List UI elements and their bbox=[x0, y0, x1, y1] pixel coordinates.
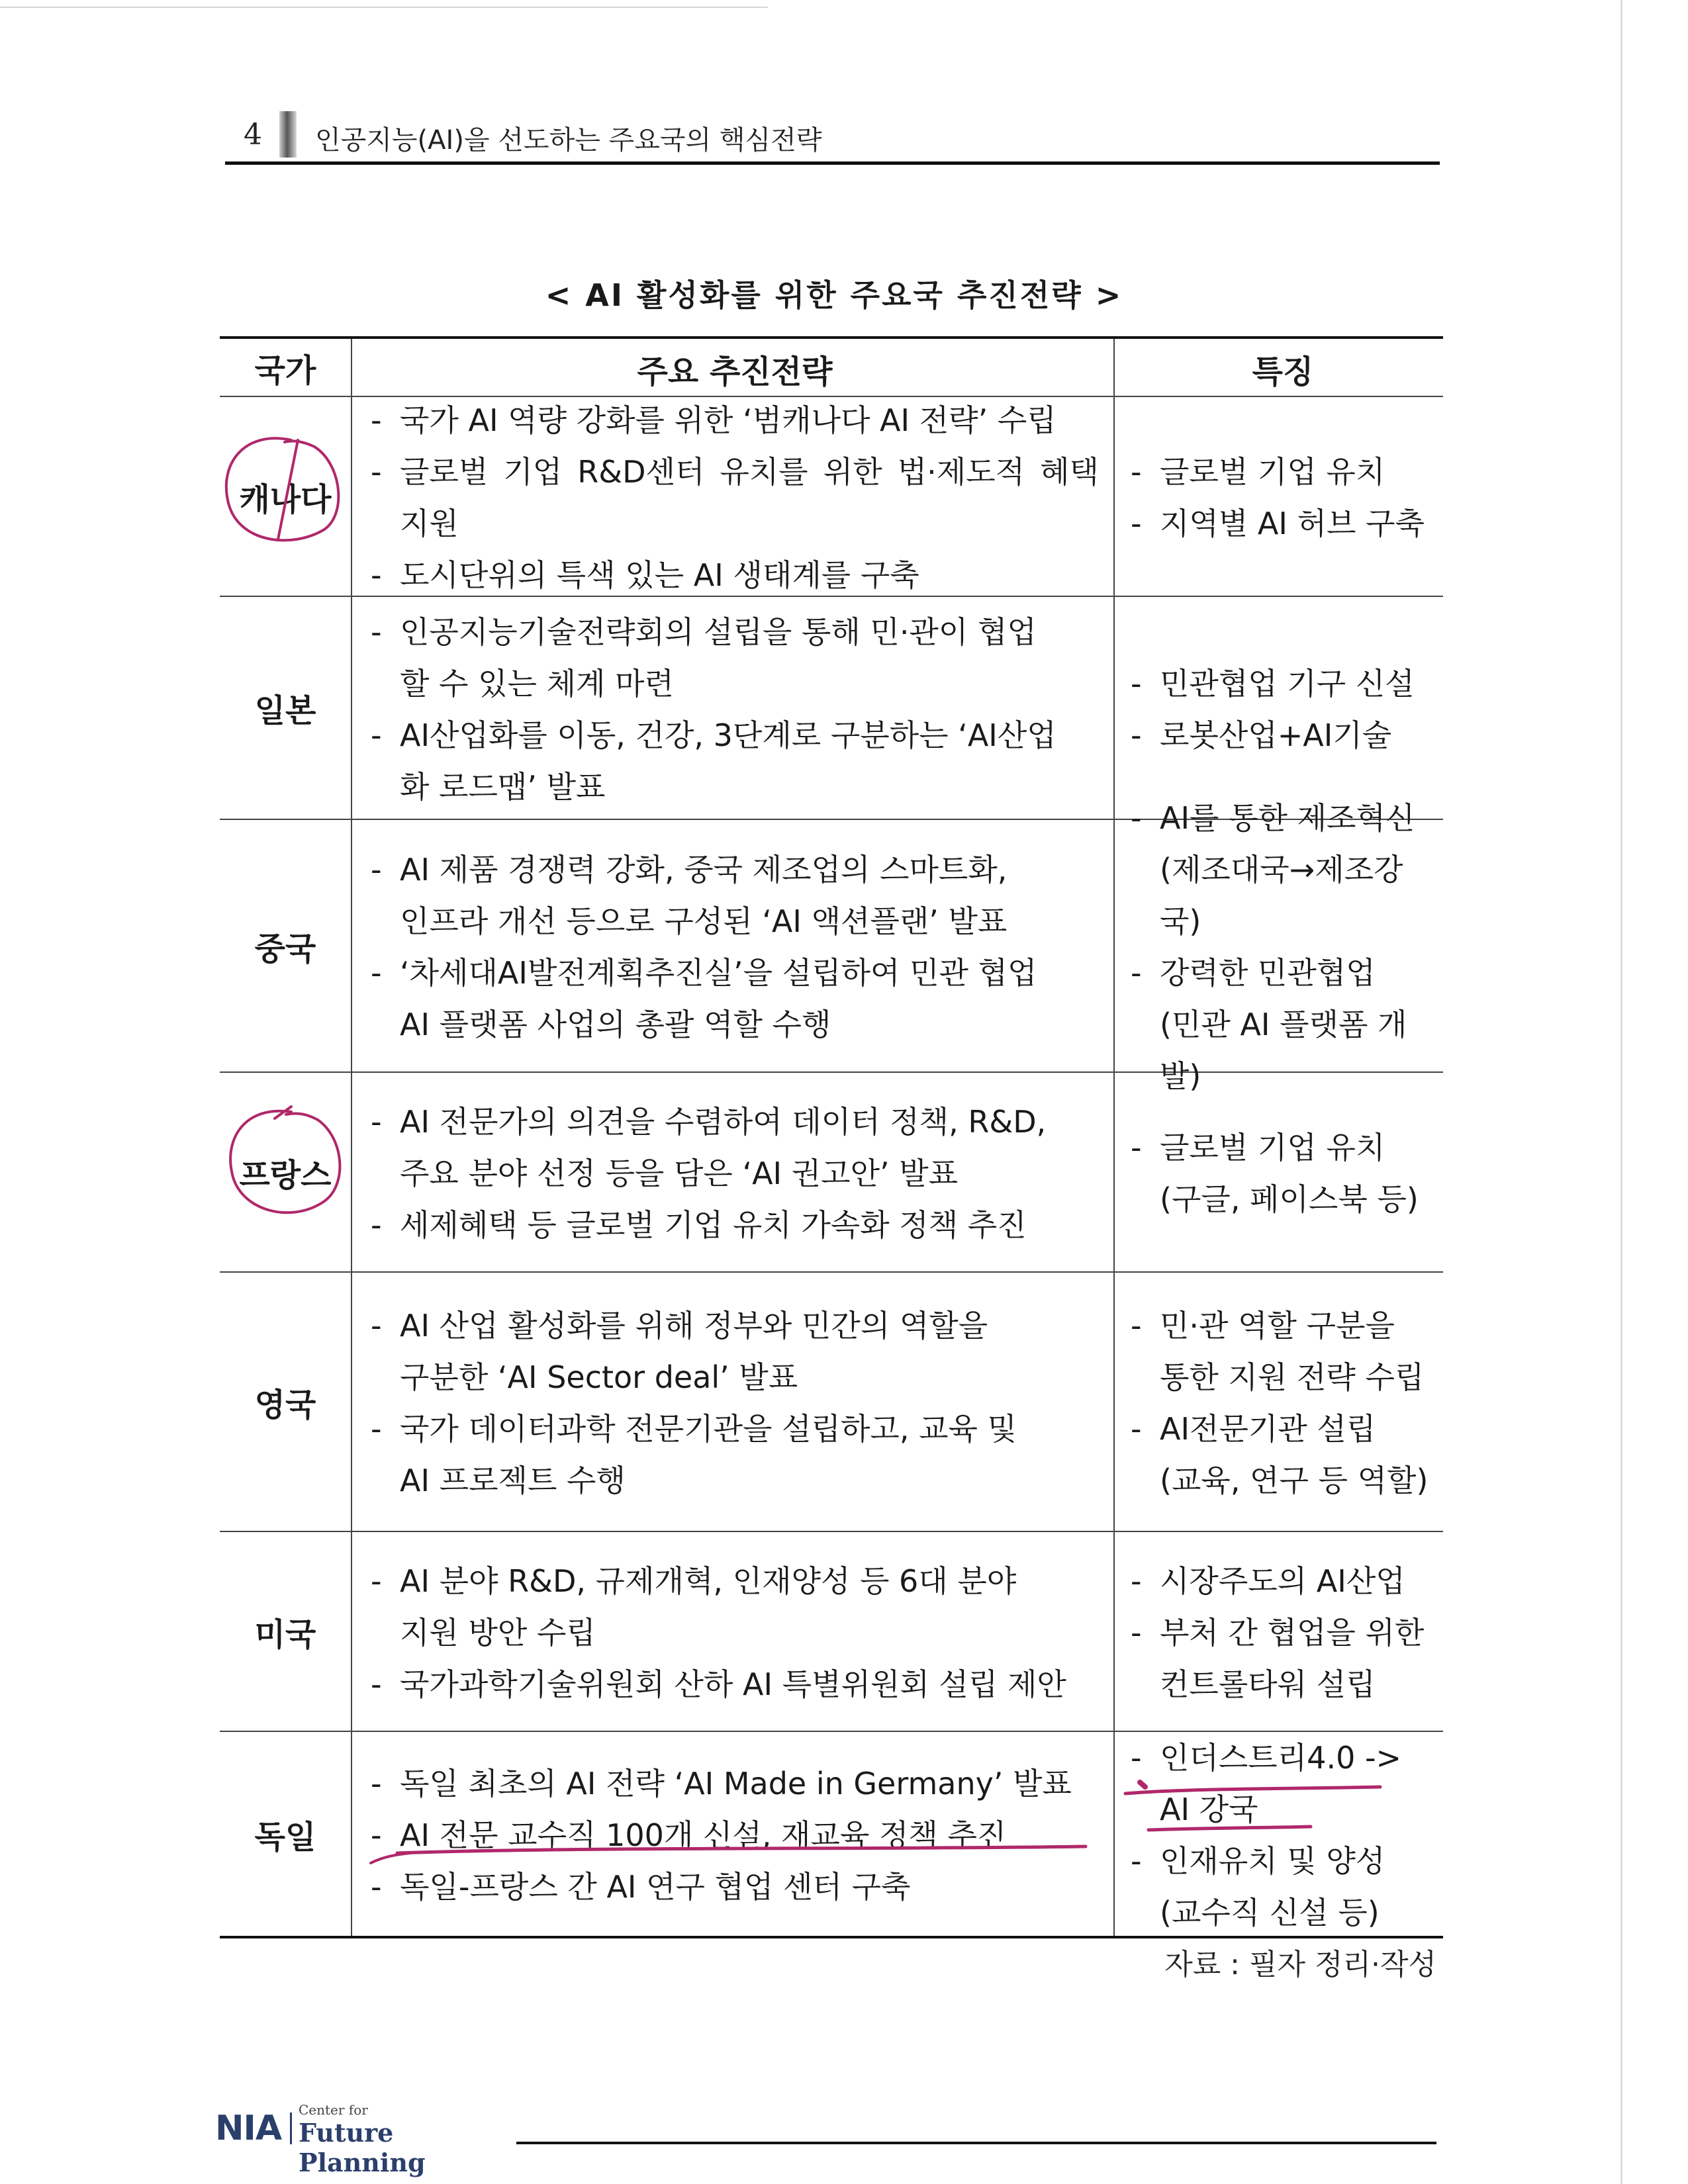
strategy-cell bbox=[352, 1732, 1115, 1936]
strategy-item bbox=[371, 709, 1099, 761]
strategy-item bbox=[371, 947, 1099, 999]
country-cell: 영국 bbox=[220, 1273, 352, 1531]
feature-line-cont: (교육, 연구 등 역할) bbox=[1160, 1463, 1429, 1498]
feature-item bbox=[1131, 1555, 1435, 1607]
strategy-cell bbox=[352, 1273, 1115, 1531]
bullet-dash: - bbox=[371, 1869, 382, 1905]
bullet-dash: - bbox=[1131, 1740, 1142, 1776]
strategy-line-cont: 인프라 개선 등으로 구성된 ‘AI 액션플랜’ 발표 bbox=[400, 903, 1008, 939]
feature-line: AI를 통한 제조혁신 bbox=[1160, 800, 1415, 836]
feature-line: 글로벌 기업 유치 bbox=[1160, 1130, 1385, 1165]
feature-line: 부처 간 협업을 위한 bbox=[1160, 1615, 1425, 1651]
bullet-dash: - bbox=[1131, 1843, 1142, 1879]
country-cell: 캐나다 bbox=[220, 397, 352, 596]
logo-divider bbox=[290, 2113, 292, 2144]
strategy-item bbox=[371, 1403, 1099, 1455]
feature-item bbox=[1131, 658, 1435, 709]
table-row bbox=[220, 1532, 1443, 1732]
logo-subtitle-big: Future Planning bbox=[299, 2118, 426, 2177]
feature-line-cont: 통한 지원 전략 수립 bbox=[1160, 1359, 1425, 1395]
table-row bbox=[220, 800, 1443, 1094]
feature-line-cont: (구글, 페이스북 등) bbox=[1160, 1181, 1419, 1217]
bullet-dash: - bbox=[371, 1104, 382, 1140]
feature-line: 민관협업 기구 신설 bbox=[1160, 665, 1415, 702]
strategy-item bbox=[371, 1096, 1099, 1148]
bullet-dash: - bbox=[371, 1207, 382, 1243]
country-cell: 미국 bbox=[220, 1532, 352, 1731]
strategy-cell bbox=[352, 597, 1115, 819]
strategy-item bbox=[371, 1659, 1099, 1710]
bullet-dash: - bbox=[1131, 1615, 1142, 1651]
bullet-dash: - bbox=[1131, 1308, 1142, 1343]
feature-line-cont: AI 강국 bbox=[1160, 1792, 1258, 1827]
bullet-dash: - bbox=[371, 1308, 382, 1343]
feature-item bbox=[1131, 1122, 1435, 1173]
feature-line: 인더스트리4.0 -> bbox=[1160, 1740, 1402, 1776]
bullet-dash: - bbox=[371, 454, 382, 490]
feature-line: 민·관 역할 구분을 bbox=[1160, 1308, 1395, 1343]
feature-line-cont: (민관 AI 플랫폼 개발) bbox=[1160, 1007, 1407, 1094]
bullet-dash: - bbox=[371, 717, 382, 753]
strategy-item bbox=[371, 1809, 1099, 1861]
feature-item bbox=[1131, 446, 1435, 498]
feature-cell bbox=[1115, 1273, 1443, 1531]
strategy-item bbox=[371, 1758, 1099, 1809]
feature-item bbox=[1131, 1835, 1435, 1887]
scan-edge-right bbox=[1620, 0, 1622, 2184]
feature-line-cont: 컨트롤타워 설립 bbox=[1160, 1666, 1376, 1702]
table-row bbox=[220, 1073, 1443, 1273]
bullet-dash: - bbox=[1131, 1130, 1142, 1165]
strategy-line: ‘차세대AI발전계획추진실’을 설립하여 민관 협업 bbox=[400, 955, 1037, 991]
feature-item bbox=[1131, 947, 1435, 999]
table-row bbox=[220, 397, 1443, 597]
strategy-line: 독일-프랑스 간 AI 연구 협업 센터 구축 bbox=[400, 1869, 911, 1905]
table-caption: < AI 활성화를 위한 주요국 추진전략 > bbox=[545, 277, 1123, 313]
strategy-line: AI 전문 교수직 100개 신설, 재교육 정책 추진 bbox=[400, 1817, 1007, 1853]
header-strategy: 주요 추진전략 bbox=[352, 339, 1115, 396]
header-feature: 특징 bbox=[1252, 353, 1314, 390]
country-cell: 일본 bbox=[220, 597, 352, 819]
footer-rule bbox=[516, 2142, 1436, 2144]
country-cell: 독일 bbox=[220, 1732, 352, 1936]
feature-item bbox=[1131, 1607, 1435, 1659]
nia-logo-text: NIA bbox=[215, 2109, 282, 2148]
feature-line: 시장주도의 AI산업 bbox=[1160, 1563, 1405, 1599]
page-number: 4 bbox=[244, 118, 262, 152]
bullet-dash: - bbox=[1131, 665, 1142, 702]
source-note: 자료 : 필자 정리·작성 bbox=[1164, 1948, 1436, 1981]
strategy-line: 도시단위의 특색 있는 AI 생태계를 구축 bbox=[400, 557, 919, 593]
bullet-dash: - bbox=[371, 1563, 382, 1599]
bullet-dash: - bbox=[1131, 1411, 1142, 1447]
feature-cell bbox=[1115, 1073, 1443, 1271]
strategy-line-cont: AI 플랫폼 사업의 총괄 역할 수행 bbox=[400, 1007, 831, 1042]
bullet-dash: - bbox=[371, 1666, 382, 1702]
feature-line-cont: (제조대국→제조강국) bbox=[1160, 852, 1403, 939]
strategy-cell bbox=[352, 1532, 1115, 1731]
feature-cell bbox=[1115, 597, 1443, 819]
feature-item bbox=[1131, 1300, 1435, 1351]
strategy-item bbox=[371, 394, 1099, 446]
bullet-dash: - bbox=[1131, 1563, 1142, 1599]
strategy-line: AI 제품 경쟁력 강화, 중국 제조업의 스마트화, bbox=[400, 852, 1008, 887]
strategy-item bbox=[371, 1555, 1099, 1607]
table-row bbox=[220, 1732, 1443, 1936]
feature-cell bbox=[1115, 800, 1443, 1094]
header-marker bbox=[279, 111, 297, 158]
feature-line: AI전문기관 설립 bbox=[1160, 1411, 1376, 1447]
bullet-dash: - bbox=[1131, 800, 1142, 836]
footer-logo bbox=[215, 2098, 520, 2177]
strategy-cell bbox=[352, 397, 1115, 596]
header-country: 국가 bbox=[220, 339, 352, 396]
bullet-dash: - bbox=[1131, 955, 1142, 991]
strategy-item bbox=[371, 549, 1099, 601]
scan-edge-top bbox=[0, 7, 768, 8]
bullet-dash: - bbox=[1131, 454, 1142, 490]
bullet-dash: - bbox=[371, 557, 382, 593]
feature-item bbox=[1131, 1732, 1435, 1784]
strategy-cell bbox=[352, 1073, 1115, 1271]
strategy-line-cont: 주요 분야 선정 등을 담은 ‘AI 권고안’ 발표 bbox=[400, 1156, 959, 1191]
strategy-table bbox=[220, 336, 1443, 1938]
bullet-dash: - bbox=[371, 1817, 382, 1853]
strategy-item bbox=[371, 1199, 1099, 1251]
strategy-item bbox=[371, 446, 1099, 549]
strategy-line: AI산업화를 이동, 건강, 3단계로 구분하는 ‘AI산업 bbox=[400, 717, 1056, 753]
feature-line-cont: (교수직 신설 등) bbox=[1160, 1895, 1380, 1931]
feature-line: 로봇산업+AI기술 bbox=[1160, 717, 1392, 753]
strategy-line: 국가 AI 역량 강화를 위한 ‘범캐나다 AI 전략’ 수립 bbox=[400, 402, 1056, 438]
running-header bbox=[225, 111, 1440, 167]
bullet-dash: - bbox=[371, 614, 382, 650]
feature-line: 지역별 AI 허브 구축 bbox=[1160, 506, 1425, 541]
strategy-line: AI 산업 활성화를 위해 정부와 민간의 역할을 bbox=[400, 1308, 988, 1343]
strategy-item bbox=[371, 1300, 1099, 1351]
strategy-line-cont: 화 로드맵’ 발표 bbox=[400, 768, 606, 805]
strategy-line-cont: 구분한 ‘AI Sector deal’ 발표 bbox=[400, 1359, 798, 1395]
feature-cell bbox=[1115, 397, 1443, 596]
feature-line: 강력한 민관협업 bbox=[1160, 955, 1376, 991]
header-rule bbox=[225, 161, 1440, 165]
feature-item bbox=[1131, 709, 1435, 761]
strategy-line: 글로벌 기업 R&D센터 유치를 위한 법·제도적 혜택 지원 bbox=[400, 454, 1099, 541]
running-title: 인공지능(AI)을 선도하는 주요국의 핵심전략 bbox=[315, 125, 822, 156]
table-row bbox=[220, 1273, 1443, 1532]
strategy-line: 독일 최초의 AI 전략 ‘AI Made in Germany’ 발표 bbox=[400, 1766, 1072, 1801]
bullet-dash: - bbox=[1131, 717, 1142, 753]
feature-item bbox=[1131, 1403, 1435, 1455]
country-cell: 중국 bbox=[220, 820, 352, 1071]
strategy-line-cont: AI 프로젝트 수행 bbox=[400, 1463, 626, 1498]
feature-item bbox=[1131, 498, 1435, 549]
strategy-item bbox=[371, 844, 1099, 895]
table-header-row bbox=[220, 339, 1443, 397]
strategy-line: AI 전문가의 의견을 수렴하여 데이터 정책, R&D, bbox=[400, 1104, 1047, 1140]
feature-line: 인재유치 및 양성 bbox=[1160, 1843, 1385, 1879]
strategy-item bbox=[371, 1861, 1099, 1913]
bullet-dash: - bbox=[371, 955, 382, 991]
strategy-line: 국가과학기술위원회 산하 AI 특별위원회 설립 제안 bbox=[400, 1666, 1066, 1702]
strategy-item bbox=[371, 606, 1099, 658]
logo-subtitle-small: Center for bbox=[299, 2102, 368, 2118]
strategy-line-cont: 할 수 있는 체계 마련 bbox=[400, 665, 674, 702]
strategy-line: 국가 데이터과학 전문기관을 설립하고, 교육 및 bbox=[400, 1411, 1017, 1447]
bullet-dash: - bbox=[371, 1411, 382, 1447]
bullet-dash: - bbox=[371, 402, 382, 438]
bullet-dash: - bbox=[371, 852, 382, 887]
feature-line: 글로벌 기업 유치 bbox=[1160, 454, 1385, 490]
feature-item bbox=[1131, 792, 1435, 844]
strategy-cell bbox=[352, 820, 1115, 1071]
feature-cell bbox=[1115, 1732, 1443, 1936]
bullet-dash: - bbox=[371, 1766, 382, 1801]
strategy-line: 인공지능기술전략회의 설립을 통해 민·관이 협업 bbox=[400, 614, 1037, 650]
strategy-line: AI 분야 R&D, 규제개혁, 인재양성 등 6대 분야 bbox=[400, 1563, 1017, 1599]
table-row bbox=[220, 597, 1443, 820]
feature-cell bbox=[1115, 1532, 1443, 1731]
bullet-dash: - bbox=[1131, 506, 1142, 541]
strategy-line-cont: 지원 방안 수립 bbox=[400, 1615, 596, 1651]
strategy-line: 세제혜택 등 글로벌 기업 유치 가속화 정책 추진 bbox=[400, 1207, 1027, 1243]
country-cell: 프랑스 bbox=[220, 1073, 352, 1271]
